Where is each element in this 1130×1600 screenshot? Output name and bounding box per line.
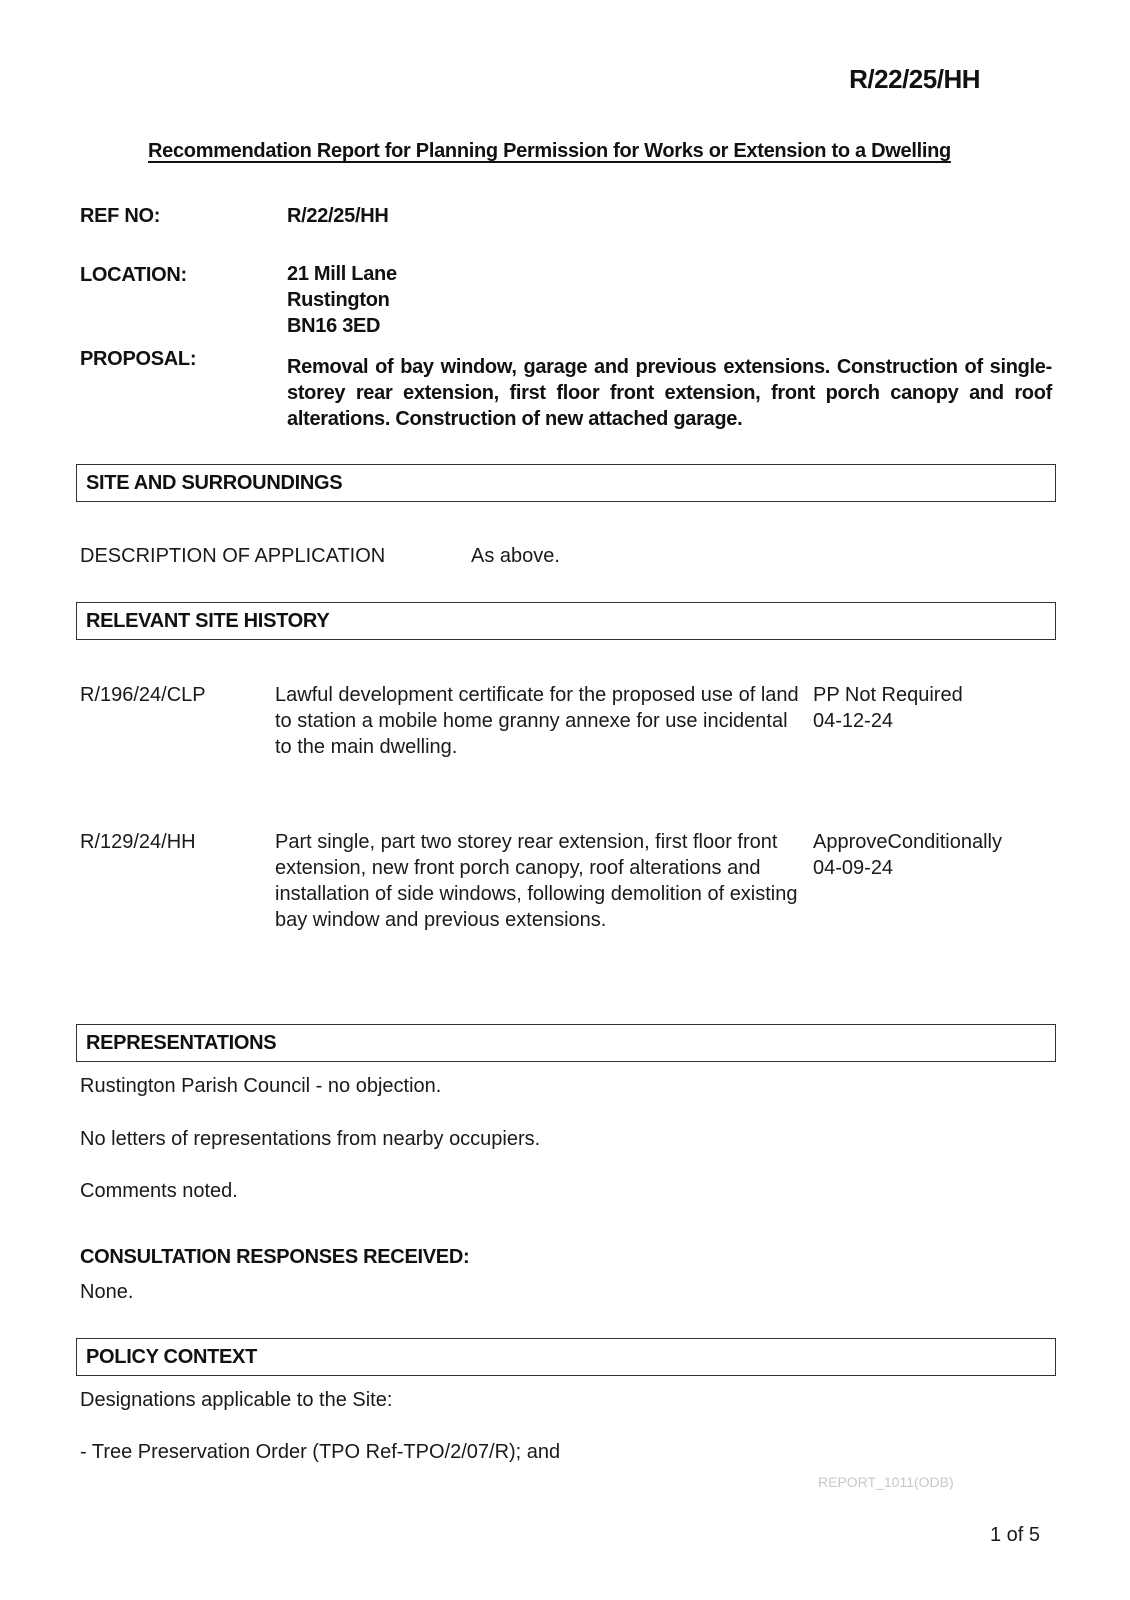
document-reference: R/22/25/HH [849,64,980,94]
representation-paragraph: Rustington Parish Council - no objection. [80,1075,442,1097]
history-decision [813,829,1033,881]
history-decision [813,682,1033,734]
consultation-heading: CONSULTATION RESPONSES RECEIVED: [80,1246,470,1268]
location-address [287,261,397,339]
location-line: BN16 3ED [287,315,381,337]
report-title: Recommendation Report for Planning Permission for Works or Extension to a Dwelling [148,140,951,162]
site-surroundings-heading: SITE AND SURROUNDINGS [76,464,1056,502]
location-label: LOCATION: [80,264,187,286]
history-decision-status: PP Not Required [813,684,963,706]
ref-no-value: R/22/25/HH [287,205,389,227]
ref-no-label: REF NO: [80,205,161,227]
history-ref: R/129/24/HH [80,831,196,853]
history-description: Part single, part two storey rear extension, first floor front extension, new front porch canopy, roof alterations and installation of side windows, following demolition of existing bay window and previous extensions. [275,831,798,931]
policy-item: - Tree Preservation Order (TPO Ref-TPO/2/07/R); and [80,1441,561,1463]
proposal-text: Removal of bay window, garage and previous extensions. Construction of single-storey rear extension, first floor front extension, front porch canopy and roof alterations. Construction of new attached garage. [287,356,1052,430]
history-ref: R/196/24/CLP [80,684,206,706]
location-line: 21 Mill Lane [287,263,397,285]
history-decision-status: ApproveConditionally [813,831,1003,853]
location-line: Rustington [287,289,390,311]
history-description: Lawful development certificate for the proposed use of land to station a mobile home granny annexe for use incidental to the main dwelling. [275,684,799,758]
representations-heading: REPRESENTATIONS [76,1024,1056,1062]
representation-paragraph: No letters of representations from nearby occupiers. [80,1128,541,1150]
report-code: REPORT_1011(ODB) [818,1474,954,1490]
site-history-heading: RELEVANT SITE HISTORY [76,602,1056,640]
consultation-text: None. [80,1281,134,1303]
description-label: DESCRIPTION OF APPLICATION [80,545,386,567]
proposal-label: PROPOSAL: [80,348,197,370]
page-number: 1 of 5 [990,1524,1041,1546]
history-decision-date: 04-12-24 [813,710,894,732]
description-value: As above. [471,545,560,567]
history-decision-date: 04-09-24 [813,857,894,879]
policy-intro: Designations applicable to the Site: [80,1389,393,1411]
policy-context-heading: POLICY CONTEXT [76,1338,1056,1376]
representation-paragraph: Comments noted. [80,1180,238,1202]
